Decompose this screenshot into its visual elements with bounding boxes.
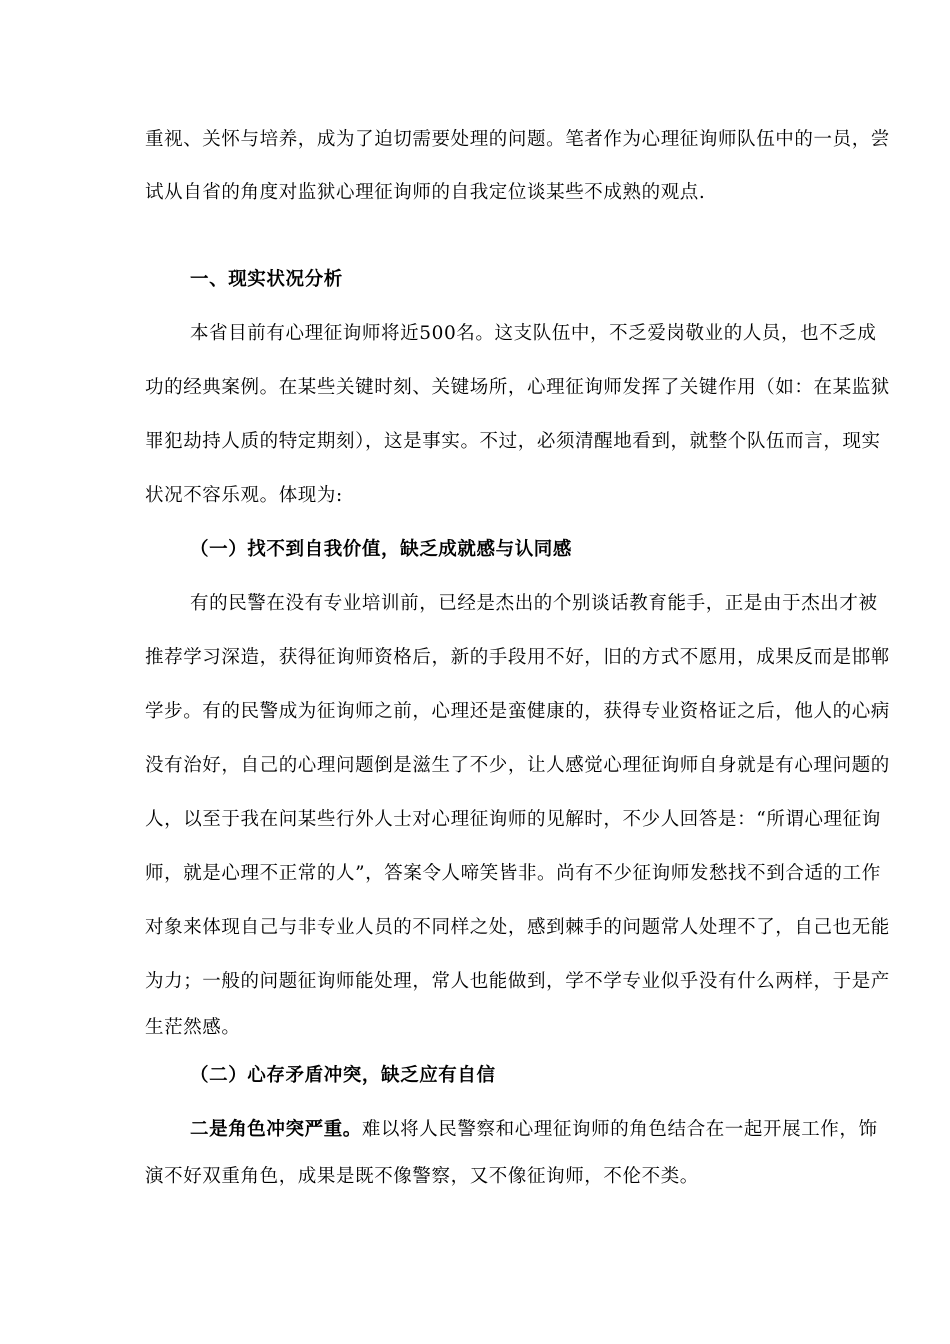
paragraph-line: 演不好双重角色，成果是既不像警察，又不像征询师，不伦不类。 (145, 1166, 699, 1187)
paragraph-line: 推荐学习深造，获得征询师资格后，新的手段用不好，旧的方式不愿用，成果反而是邯郸 (145, 647, 890, 668)
paragraph-line: 功的经典案例。在某些关键时刻、关键场所，心理征询师发挥了关键作用（如：在某监狱 (145, 377, 890, 398)
paragraph-line: 罪犯劫持人质的特定期刻），这是事实。不过，必须清醒地看到，就整个队伍而言，现实 (145, 431, 881, 452)
paragraph-line: 生茫然感。 (145, 1017, 241, 1038)
paragraph-line: 有的民警在没有专业培训前，已经是杰出的个别谈话教育能手，正是由于杰出才被 (190, 593, 878, 614)
intro-line-2: 试从自省的角度对监狱心理征询师的自我定位谈某些不成熟的观点. (145, 182, 706, 203)
paragraph-text: 难以将人民警察和心理征询师的角色结合在一起开展工作，饰 (361, 1119, 878, 1140)
paragraph-line: 为力；一般的问题征询师能处理，常人也能做到，学不学专业似乎没有什么两样，于是产 (145, 971, 890, 992)
paragraph-line: 本省目前有心理征询师将近500名。这支队伍中，不乏爱岗敬业的人员，也不乏成 (190, 323, 877, 344)
paragraph-line (190, 1118, 878, 1142)
subsection-heading-2: （二）心存矛盾冲突，缺乏应有自信 (190, 1065, 496, 1086)
section-heading: 一、现实状况分析 (190, 269, 343, 290)
paragraph-line: 对象来体现自己与非专业人员的不同样之处，感到棘手的问题常人处理不了，自己也无能 (145, 917, 890, 938)
paragraph-line: 状况不容乐观。体现为: (145, 485, 343, 506)
paragraph-line: 没有治好，自己的心理问题倒是滋生了不少，让人感觉心理征询师自身就是有心理问题的 (145, 755, 890, 776)
paragraph-line: 学步。有的民警成为征询师之前，心理还是蛮健康的，获得专业资格证之后，他人的心病 (145, 701, 890, 722)
paragraph-line: 人，以至于我在问某些行外人士对心理征询师的见解时，不少人回答是：“所谓心理征询 (145, 809, 881, 830)
intro-line-1: 重视、关怀与培养，成为了迫切需要处理的问题。笔者作为心理征询师队伍中的一员，尝 (145, 129, 890, 150)
lead-bold-text: 二是角色冲突严重。 (190, 1119, 362, 1140)
subsection-heading-1: （一）找不到自我价值，缺乏成就感与认同感 (190, 539, 573, 560)
paragraph-line: 师，就是心理不正常的人”，答案令人啼笑皆非。尚有不少征询师发愁找不到合适的工作 (145, 863, 881, 884)
